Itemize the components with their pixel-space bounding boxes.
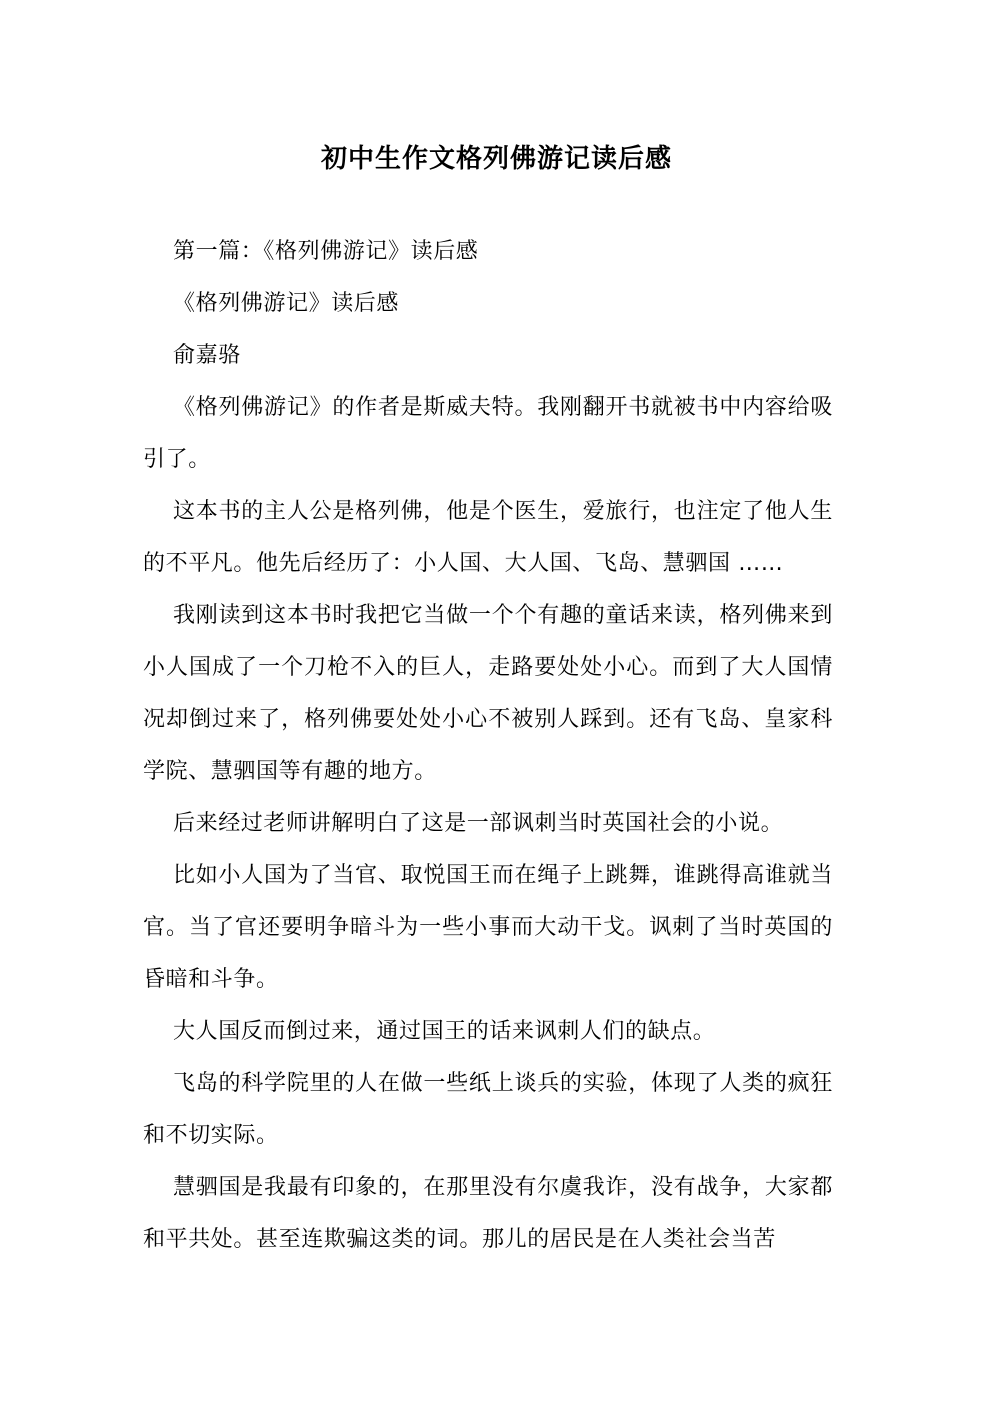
paragraph: 飞岛的科学院里的人在做一些纸上谈兵的实验，体现了人类的疯狂和不切实际。 bbox=[143, 1071, 833, 1148]
paragraph: 我刚读到这本书时我把它当做一个个有趣的童话来读，格列佛来到小人国成了一个刀枪不入的巨人，走路要处处小心。而到了大人国情况却倒过来了，格列佛要处处小心不被别人踩到。还有飞岛、皇家科学院、慧驷国等有趣的地方。 bbox=[143, 603, 833, 784]
paragraph: 第一篇：《格列佛游记》读后感 bbox=[173, 239, 479, 264]
document-body bbox=[143, 226, 833, 1266]
paragraph: 《格列佛游记》读后感 bbox=[173, 291, 400, 316]
paragraph: 《格列佛游记》的作者是斯威夫特。我刚翻开书就被书中内容给吸引了。 bbox=[143, 395, 833, 472]
paragraph: 俞嘉骆 bbox=[173, 343, 241, 368]
paragraph: 这本书的主人公是格列佛，他是个医生，爱旅行，也注定了他人生的不平凡。他先后经历了：小人国、大人国、飞岛、慧驷国 …… bbox=[143, 499, 833, 576]
paragraph: 后来经过老师讲解明白了这是一部讽刺当时英国社会的小说。 bbox=[173, 811, 784, 836]
paragraph: 比如小人国为了当官、取悦国王而在绳子上跳舞，谁跳得高谁就当官。当了官还要明争暗斗为一些小事而大动干戈。讽刺了当时英国的昏暗和斗争。 bbox=[143, 863, 833, 992]
page-title: 初中生作文格列佛游记读后感 bbox=[320, 144, 672, 175]
paragraph: 大人国反而倒过来，通过国王的话来讽刺人们的缺点。 bbox=[173, 1019, 716, 1044]
paragraph: 慧驷国是我最有印象的，在那里没有尔虞我诈，没有战争，大家都和平共处。甚至连欺骗这类的词。那儿的居民是在人类社会当苦 bbox=[143, 1175, 833, 1252]
